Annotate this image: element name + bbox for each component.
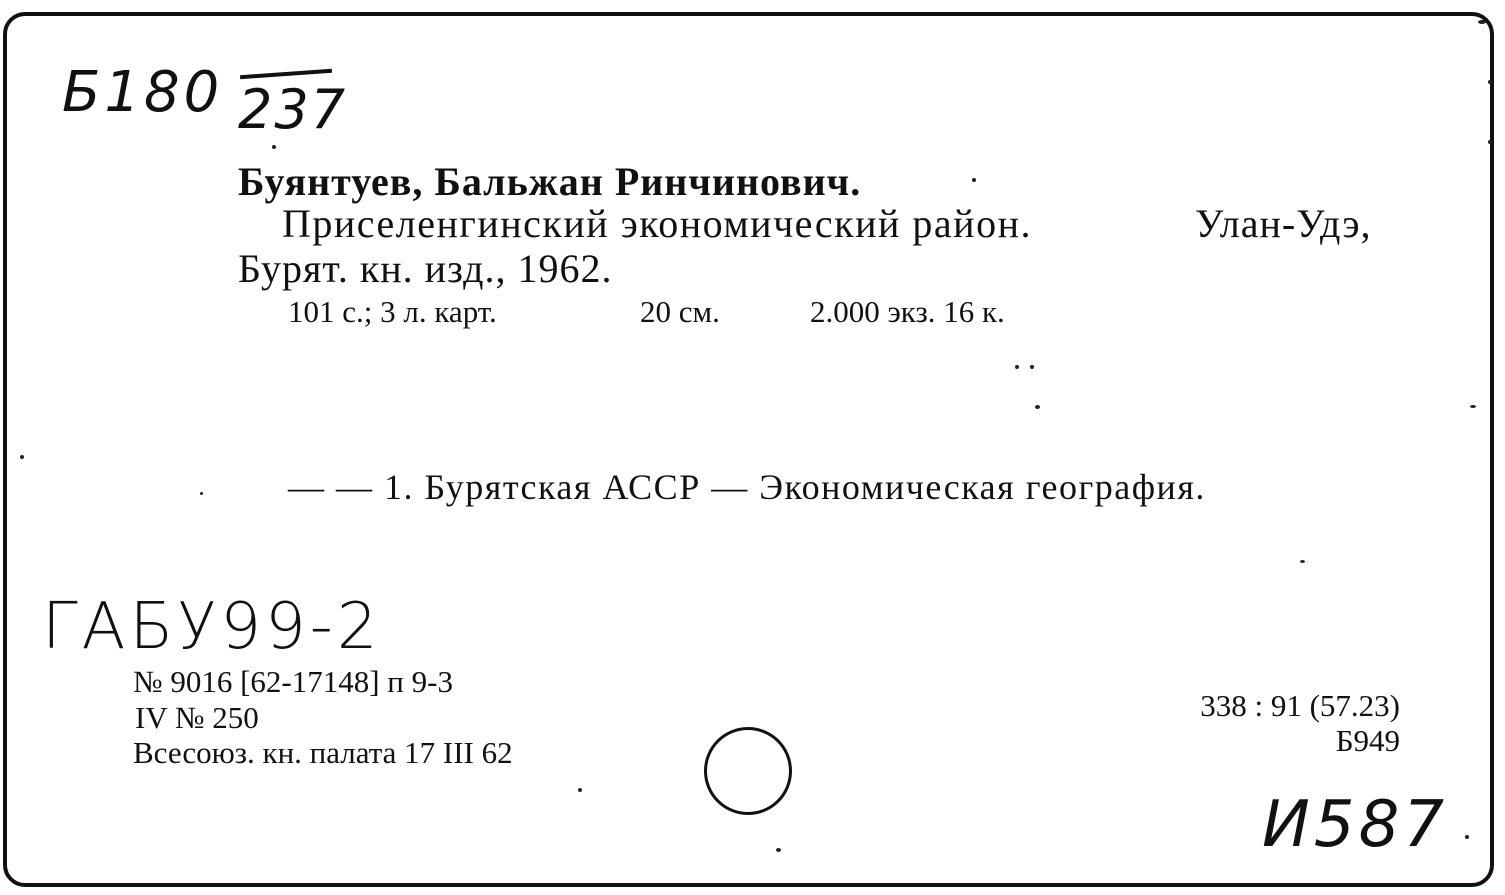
scan-speck [272, 145, 276, 149]
book-size: 20 см. [640, 294, 720, 329]
handwritten-archive-code: ГАБУ99-2 [42, 590, 382, 664]
author-sign: Б949 [1335, 723, 1400, 758]
scan-speck [1030, 365, 1034, 369]
author-heading: Буянтуев, Бальжан Ринчинович. [238, 159, 862, 204]
scan-speck [1470, 405, 1476, 408]
publication-city: Улан-Удэ, [1195, 201, 1372, 246]
scan-speck [200, 492, 203, 495]
scan-speck [1465, 835, 1469, 839]
scan-speck [776, 848, 781, 852]
scan-speck [1035, 405, 1040, 409]
handwritten-inventory-number: И587 [1262, 788, 1449, 862]
subject-heading: — — 1. Бурятская АССР — Экономическая география. [288, 467, 1206, 507]
print-run-price: 2.000 экз. 16 к. [810, 294, 1005, 329]
handwritten-shelf-mark: Б180 [62, 60, 224, 125]
scan-speck [972, 178, 976, 182]
publisher-year: Бурят. кн. изд., 1962. [238, 246, 613, 291]
registration-section: IV № 250 [135, 700, 259, 735]
card-hole-circle [704, 727, 792, 815]
scan-speck [1015, 365, 1019, 369]
scan-speck [1488, 80, 1492, 84]
scan-speck [1478, 20, 1486, 24]
book-title: Приселенгинский экономический район. [282, 201, 1032, 246]
book-chamber-stamp: Всесоюз. кн. палата 17 III 62 [133, 735, 513, 770]
scan-speck [1488, 140, 1492, 144]
udc-index: 338 : 91 (57.23) [1200, 688, 1400, 723]
scan-speck [20, 455, 24, 459]
handwritten-shelf-subnumber: 237 [238, 78, 348, 141]
scan-speck [1300, 560, 1305, 563]
registration-number: № 9016 [62-17148] п 9-3 [133, 664, 453, 699]
pagination: 101 с.; 3 л. карт. [288, 294, 497, 329]
scan-speck [578, 788, 582, 792]
